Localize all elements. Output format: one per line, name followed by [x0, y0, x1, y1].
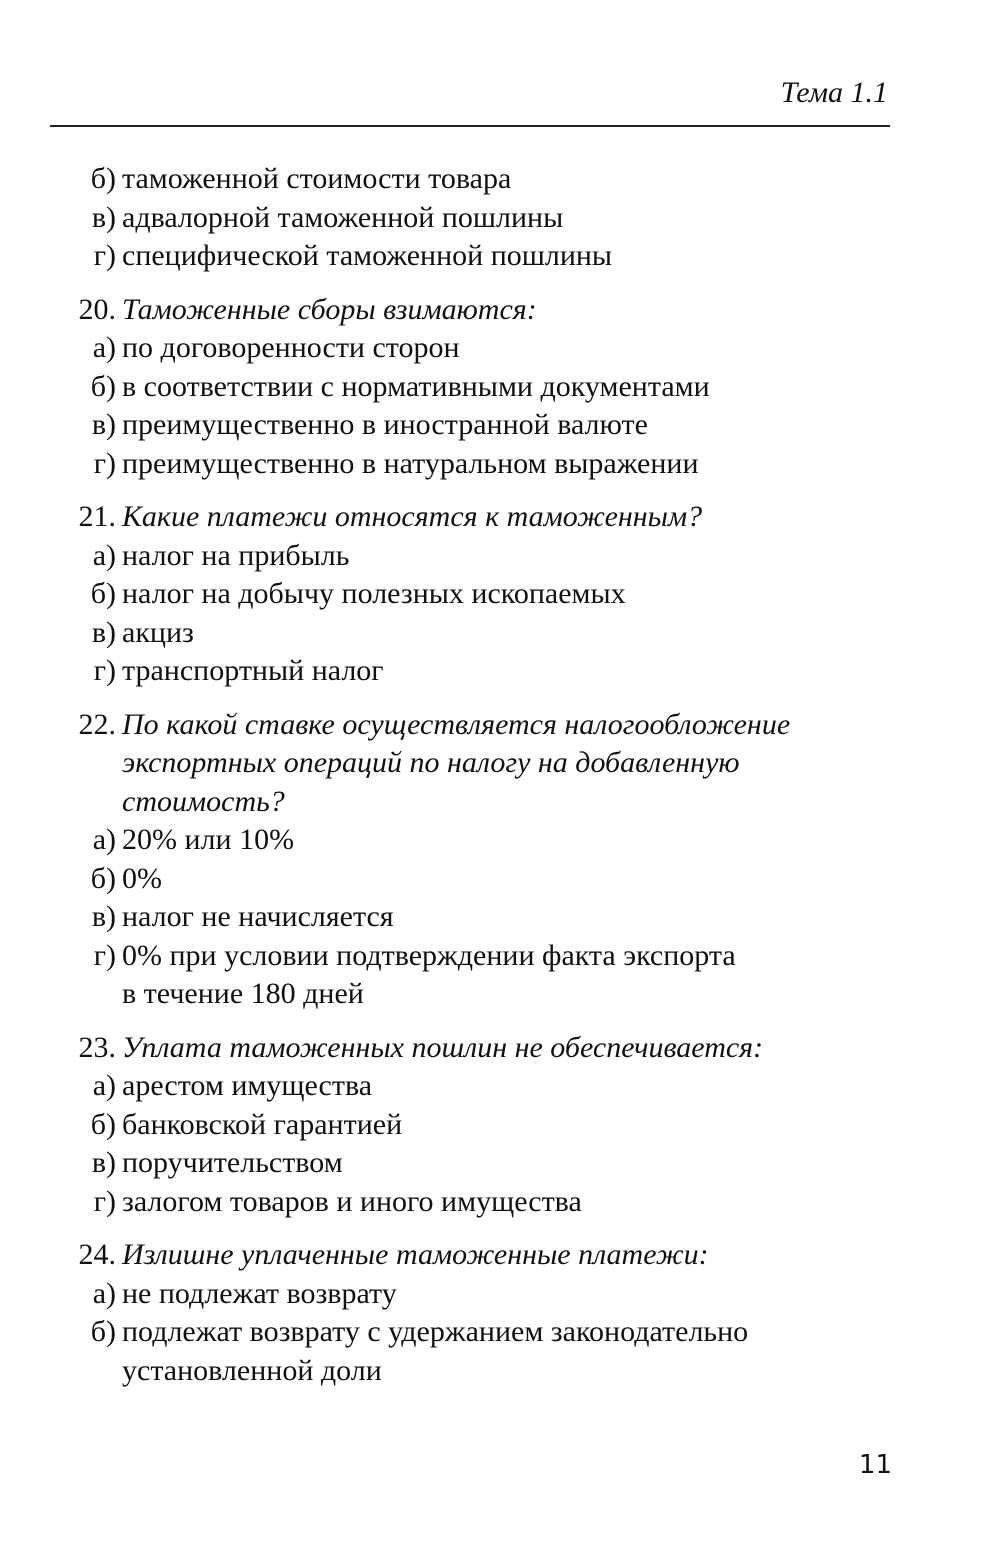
question-number: 22. [78, 707, 116, 741]
option-label: б) [90, 1315, 116, 1348]
option-line [60, 1313, 900, 1352]
option-text: акциз [122, 615, 194, 649]
option-label: а) [92, 823, 116, 856]
option-text: залогом товаров и иного имущества [122, 1184, 582, 1218]
option-label: г) [93, 1184, 116, 1218]
option-label: в) [91, 408, 116, 441]
option-text: 0% [122, 861, 162, 895]
question-20 [60, 291, 900, 484]
question-23 [60, 1029, 900, 1222]
option-text: по договоренности сторон [122, 331, 460, 364]
option-label: а) [92, 1069, 116, 1102]
option-label: б) [90, 577, 116, 610]
option-line [60, 898, 900, 937]
option-text: в течение 180 дней [122, 977, 364, 1010]
option-text: поручительством [122, 1146, 343, 1179]
question-line [60, 1029, 900, 1068]
question-number: 21. [78, 500, 116, 533]
question-text: Таможенные сборы взимаются: [122, 292, 537, 326]
question-line [60, 291, 900, 330]
option-text: 0% при условии подтверждении факта экспорта [122, 938, 736, 972]
option-line-continued [60, 1352, 900, 1391]
option-line [60, 368, 900, 407]
option-label: б) [90, 1107, 116, 1141]
option-label: а) [92, 1276, 116, 1310]
question-number: 23. [78, 1030, 116, 1064]
option-line [60, 821, 900, 860]
option-label: б) [90, 861, 116, 895]
option-text: адвалорной таможенной пошлины [122, 200, 564, 234]
option-line [60, 329, 900, 368]
continued-options-block [60, 160, 900, 276]
question-24 [60, 1236, 900, 1390]
option-line [60, 1144, 900, 1183]
option-line [60, 237, 900, 276]
option-text: арестом имущества [122, 1069, 373, 1102]
option-line [60, 199, 900, 238]
option-label: б) [90, 162, 116, 195]
option-text: не подлежат возврату [122, 1276, 397, 1310]
option-text: установленной доли [122, 1353, 382, 1387]
option-label: г) [93, 938, 116, 972]
option-text: налог на прибыль [122, 538, 350, 572]
option-text: налог не начисляется [122, 900, 394, 933]
option-line [60, 652, 900, 691]
option-line [60, 160, 900, 199]
option-line [60, 537, 900, 576]
option-text: таможенной стоимости товара [122, 162, 512, 195]
option-line [60, 1275, 900, 1314]
option-text: в соответствии с нормативными документами [122, 369, 710, 403]
question-text: стоимость? [122, 784, 285, 818]
option-line-continued [60, 975, 900, 1014]
question-21 [60, 498, 900, 691]
question-line [60, 706, 900, 745]
question-text: Излишне уплаченные таможенные платежи: [122, 1238, 709, 1271]
question-line [60, 498, 900, 537]
question-22 [60, 706, 900, 1014]
option-text: преимущественно в натуральном выражении [122, 446, 699, 480]
question-line-continued [60, 744, 900, 783]
option-label: в) [91, 615, 116, 649]
question-text: Уплата таможенных пошлин не обеспечивается: [122, 1030, 764, 1064]
option-text: 20% или 10% [122, 823, 295, 856]
page-header-title: Тема 1.1 [780, 76, 888, 109]
option-line [60, 575, 900, 614]
page-number: 11 [858, 1450, 892, 1480]
option-text: преимущественно в иностранной валюте [122, 408, 648, 441]
option-line [60, 614, 900, 653]
question-number: 20. [78, 292, 116, 326]
option-line [60, 406, 900, 445]
option-label: в) [91, 200, 116, 234]
option-label: г) [93, 239, 116, 272]
option-line [60, 1106, 900, 1145]
option-line [60, 1067, 900, 1106]
option-line [60, 860, 900, 899]
option-text: налог на добычу полезных ископаемых [122, 577, 626, 610]
question-text: По какой ставке осуществляется налогообложение [122, 707, 791, 741]
question-text: экспортных операций по налогу на добавленную [122, 746, 740, 779]
option-label: а) [92, 331, 116, 364]
option-text: транспортный налог [122, 654, 384, 687]
question-line-continued [60, 783, 900, 822]
option-label: б) [90, 369, 116, 403]
question-number: 24. [78, 1238, 116, 1271]
option-label: в) [91, 1146, 116, 1179]
option-label: г) [93, 446, 116, 480]
option-line [60, 445, 900, 484]
option-line [60, 937, 900, 976]
option-text: подлежат возврату с удержанием законодательно [122, 1315, 749, 1348]
question-text: Какие платежи относятся к таможенным? [122, 500, 703, 533]
option-label: в) [91, 900, 116, 933]
page-content [60, 160, 900, 1390]
option-text: специфической таможенной пошлины [122, 239, 613, 272]
option-text: банковской гарантией [122, 1107, 403, 1141]
option-label: г) [93, 654, 116, 687]
option-line [60, 1183, 900, 1222]
header-divider [50, 125, 890, 127]
option-label: а) [92, 538, 116, 572]
question-line [60, 1236, 900, 1275]
